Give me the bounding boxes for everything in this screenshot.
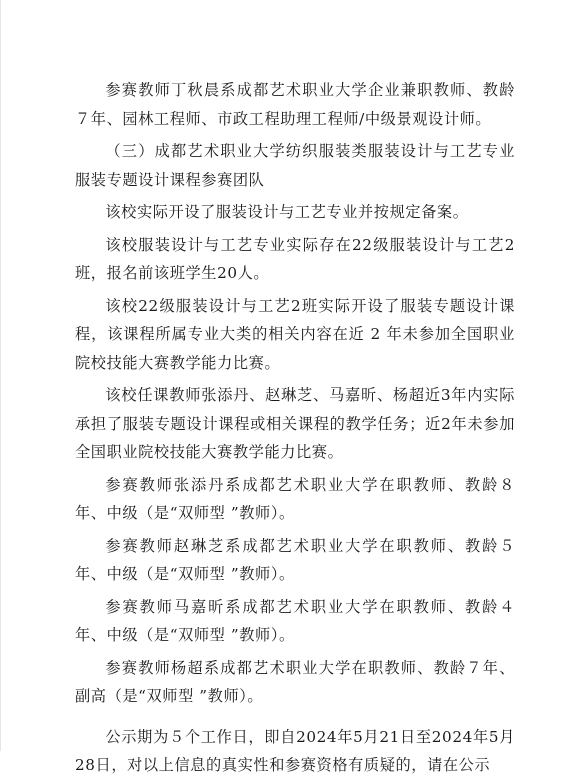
document-body [75, 76, 515, 784]
paragraph-course-info: 该校22级服装设计与工艺2班实际开设了服装专题设计课程，该课程所属专业大类的相关内容在近 2 年未参加全国职业院校技能大赛教学能力比赛。 [75, 296, 515, 372]
paragraph-teacher-ding: 参赛教师丁秋晨系成都艺术职业大学企业兼职教师、教龄７年、园林工程师、市政工程助理工程师/中级景观设计师。 [75, 81, 515, 128]
paragraph-teacher-zhao: 参赛教师赵琳芝系成都艺术职业大学在职教师、教龄５年、中级（是“双师型 ”教师）。 [75, 536, 515, 583]
paragraph-publicity-period: 公示期为５个工作日，即自2024年5月21日至2024年5月28日，对以上信息的真实性和参赛资格有质疑的，请在公示 [75, 727, 515, 774]
paragraph-class-info: 该校服装设计与工艺专业实际存在22级服装设计与工艺2班，报名前该班学生20人。 [75, 235, 515, 282]
paragraph-teacher-ma: 参赛教师马嘉昕系成都艺术职业大学在职教师、教龄４年、中级（是“双师型 ”教师）。 [75, 597, 515, 644]
paragraph-teachers-info: 该校任课教师张添丹、赵琳芝、马嘉昕、杨超近3年内实际承担了服装专题设计课程或相关课程的教学任务；近2年未参加全国职业院校技能大赛教学能力比赛。 [75, 386, 515, 461]
paragraph-major-filing: 该校实际开设了服装设计与工艺专业并按规定备案。 [105, 203, 469, 221]
paragraph-teacher-zhang: 参赛教师张添丹系成都艺术职业大学在职教师、教龄８年、中级（是“双师型 ”教师）。 [75, 475, 515, 522]
paragraph-team-heading: （三）成都艺术职业大学纺织服装类服装设计与工艺专业服装专题设计课程参赛团队 [75, 142, 515, 189]
paragraph-teacher-yang: 参赛教师杨超系成都艺术职业大学在职教师、教龄７年、副高（是“双师型 ”教师）。 [75, 658, 515, 705]
